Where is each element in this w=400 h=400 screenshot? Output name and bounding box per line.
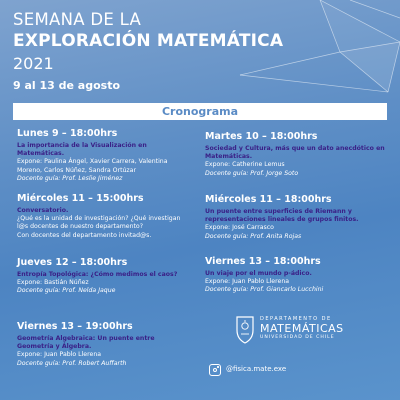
session-time: Miércoles 11 – 18:00hrs	[205, 194, 332, 205]
session-presenters: Expone: Juan Pablo Llerena	[17, 351, 102, 359]
event-title-line-1: SEMANA DE LA	[13, 10, 142, 29]
department-logo	[234, 314, 384, 354]
session-time: Lunes 9 – 18:00hrs	[17, 128, 118, 139]
session-time: Miércoles 11 – 15:00hrs	[17, 193, 144, 204]
instagram-handle: @fisica.mate.exe	[226, 365, 287, 373]
schedule-heading: Cronograma	[13, 103, 387, 120]
session-presenters: Expone: Juan Pablo Llerena	[205, 278, 290, 286]
instagram-icon	[209, 364, 221, 376]
university-name: UNIVERSIDAD DE CHILE	[260, 335, 335, 340]
session-friday-19	[17, 321, 177, 368]
session-presenters: Moreno, Carlos Núñez, Sandra Ortúzar	[17, 166, 137, 174]
session-presenters: Expone: Bastián Núñez	[17, 279, 89, 287]
session-description: Con docentes del departamento invitad@s.	[17, 231, 152, 239]
session-description: ¿Qué es la unidad de investigación? ¿Qué investigan	[17, 215, 181, 223]
session-title: Un puente entre superficies de Riemann y representaciones lineales de grupos finitos.	[205, 208, 359, 224]
session-time: Jueves 12 – 18:00hrs	[17, 257, 128, 268]
session-tuesday	[205, 131, 390, 178]
session-guide: Docente guía: Prof. Nelda Jaque	[17, 287, 116, 295]
session-time: Martes 10 – 18:00hrs	[205, 131, 318, 142]
session-title: Un viaje por el mundo p-ádico.	[205, 270, 312, 277]
event-title-line-2: EXPLORACIÓN MATEMÁTICA	[13, 31, 284, 51]
session-guide: Docente guía: Prof. Robert Auffarth	[17, 359, 127, 367]
session-wednesday-18	[205, 194, 390, 241]
department-label: DEPARTAMENTO DE	[260, 316, 332, 322]
session-presenters: Expone: Paulina Ángel, Xavier Carrera, Valentina	[17, 158, 168, 166]
department-name: MATEMÁTICAS	[260, 322, 344, 335]
university-seal-icon	[234, 314, 256, 344]
session-title: Geometría Algebraica: Un puente entre Geometría y Álgebra.	[17, 335, 155, 351]
session-time: Viernes 13 – 19:00hrs	[17, 321, 133, 332]
session-friday-18	[205, 256, 390, 295]
session-wednesday-15	[17, 193, 197, 240]
session-title: Conversatorio.	[17, 207, 69, 214]
session-time: Viernes 13 – 18:00hrs	[205, 256, 321, 267]
session-presenters: Expone: Catherine Lemus	[205, 161, 285, 169]
session-guide: Docente guía: Prof. Anita Rojas	[205, 232, 302, 240]
session-presenters: Expone: José Carrasco	[205, 224, 274, 232]
session-title: La importancia de la Visualización en Matemáticas.	[17, 142, 147, 158]
session-title: Sociedad y Cultura, más que un dato anecdótico en Matemáticas.	[205, 145, 385, 161]
session-guide: Docente guía: Prof. Giancarlo Lucchini	[205, 286, 324, 294]
session-guide: Docente guía: Prof. Leslie Jiménez	[17, 174, 123, 182]
session-thursday	[17, 257, 197, 296]
session-description: l@s docentes de nuestro departamento?	[17, 223, 143, 231]
session-title: Entropía Topológica: ¿Cómo medimos el caos?	[17, 271, 178, 278]
session-monday	[17, 128, 195, 183]
event-year: 2021	[13, 54, 54, 73]
event-dates: 9 al 13 de agosto	[13, 79, 121, 92]
session-guide: Docente guía: Prof. Jorge Soto	[205, 169, 299, 177]
